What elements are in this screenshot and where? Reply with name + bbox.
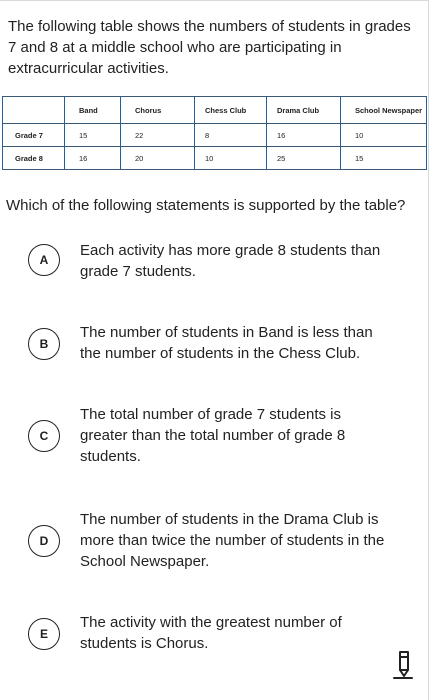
choice-text: The number of students in the Drama Club is more than twice the number of students in the School Newspaper. bbox=[80, 511, 385, 570]
table-row bbox=[3, 147, 427, 170]
table-cell: 16 bbox=[65, 147, 121, 170]
table-cell: 15 bbox=[341, 147, 427, 170]
table-cell: 8 bbox=[195, 124, 267, 147]
choice-letter-bubble[interactable]: E bbox=[28, 618, 60, 650]
table-header-cell: Chess Club bbox=[195, 97, 267, 124]
pencil-icon[interactable] bbox=[386, 648, 420, 682]
choice-letter-bubble[interactable]: D bbox=[28, 525, 60, 557]
table-cell: 10 bbox=[195, 147, 267, 170]
choice-text: The total number of grade 7 students is greater than the total number of grade 8 students. bbox=[80, 406, 346, 465]
table-header-cell: Chorus bbox=[121, 97, 195, 124]
choice-b[interactable] bbox=[28, 322, 388, 368]
row-label: Grade 8 bbox=[3, 147, 65, 170]
intro-text: The following table shows the numbers of students in grades 7 and 8 at a middle school who are participating in extracurricular activities. bbox=[8, 18, 411, 77]
table-cell: 20 bbox=[121, 147, 195, 170]
row-label: Grade 7 bbox=[3, 124, 65, 147]
table-cell: 15 bbox=[65, 124, 121, 147]
activities-table bbox=[2, 96, 427, 170]
table-header-cell: Drama Club bbox=[267, 97, 341, 124]
choice-letter-bubble[interactable]: B bbox=[28, 328, 60, 360]
table-row bbox=[3, 124, 427, 147]
choice-text: The number of students in Band is less than the number of students in the Chess Club. bbox=[80, 324, 373, 362]
question-text: Which of the following statements is supported by the table? bbox=[6, 197, 406, 214]
table-cell: 22 bbox=[121, 124, 195, 147]
choice-e[interactable] bbox=[28, 612, 388, 658]
table-header-cell: School Newspaper bbox=[341, 97, 427, 124]
choice-c[interactable] bbox=[28, 404, 388, 470]
table-header-cell bbox=[3, 97, 65, 124]
choice-text: The activity with the greatest number of students is Chorus. bbox=[80, 614, 342, 652]
choice-letter-bubble[interactable]: C bbox=[28, 420, 60, 452]
choice-text: Each activity has more grade 8 students than grade 7 students. bbox=[80, 242, 381, 280]
choice-letter-bubble[interactable]: A bbox=[28, 244, 60, 276]
choice-d[interactable] bbox=[28, 509, 388, 575]
table-cell: 25 bbox=[267, 147, 341, 170]
table-cell: 16 bbox=[267, 124, 341, 147]
table-header-row bbox=[3, 97, 427, 124]
table-header-cell: Band bbox=[65, 97, 121, 124]
table-cell: 10 bbox=[341, 124, 427, 147]
choice-a[interactable] bbox=[28, 240, 388, 286]
top-border bbox=[0, 0, 429, 1]
